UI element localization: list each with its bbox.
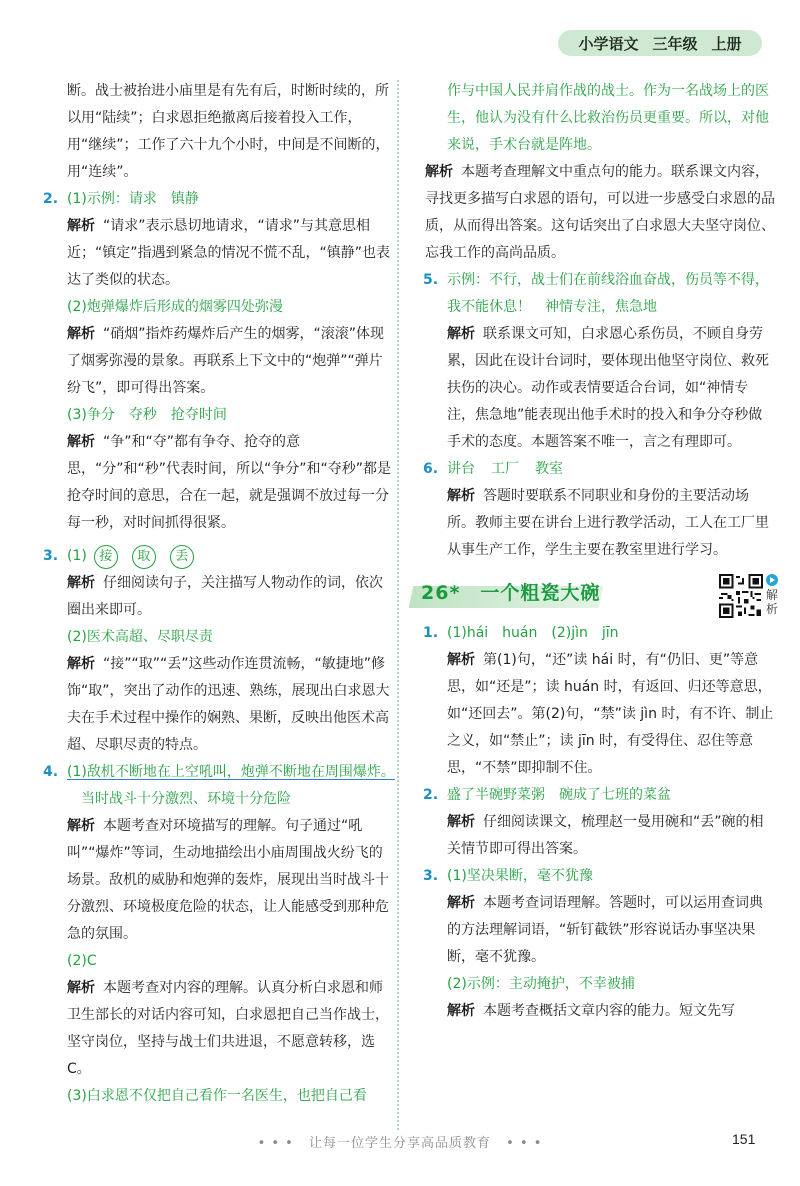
analysis-label: 解析	[67, 980, 95, 996]
analysis-text: 本题考查对内容的理解。认真分析白求恩和师卫生部长的对话内容可知，白求恩把自己当作战士，坚守岗位，坚持与战士们共进退，不愿意转移，选 C。	[67, 980, 389, 1077]
lesson-title: 26* 一个粗瓷大碗	[421, 582, 601, 604]
left-column	[45, 78, 395, 1110]
question-number: 1.	[423, 625, 439, 641]
answer-word: 教室	[535, 461, 563, 477]
footer-dots: • • •	[506, 1136, 543, 1151]
analysis-label: 解析	[425, 164, 453, 180]
right-column	[421, 78, 778, 1025]
question-number: 2.	[43, 191, 59, 207]
lesson26-question-2	[425, 782, 775, 863]
lesson26-question-3	[425, 863, 775, 1025]
column-divider	[397, 80, 399, 1130]
circled-char: 接	[94, 545, 118, 569]
analysis-label: 解析	[447, 814, 475, 830]
answer: (2)炮弹爆炸后形成的烟雾四处弥漫	[67, 299, 283, 315]
play-icon	[766, 574, 778, 586]
volume-label: 上册	[711, 34, 742, 53]
question-number: 2.	[423, 787, 439, 803]
question-3	[45, 543, 395, 759]
question-number: 4.	[43, 764, 59, 780]
grade-label: 三年级	[652, 34, 698, 53]
question-6	[425, 456, 775, 564]
qr-analysis-link[interactable]	[765, 574, 779, 616]
analysis-text: 仔细阅读课文，梳理赵一曼用碗和“丢”碗的相关情节即可得出答案。	[447, 814, 764, 857]
analysis-text: 第(1)句，“还”读 hái 时，有“仍旧、更”等意思，如“还是”；读 huán 时，有返回、归还等意思，如“还回去”。第(2)句，“禁”读 jìn 时，有不许、制止之义，如“禁止”；读 jīn 时，有受得住、忍住等意思，“不禁”即抑制不住。	[447, 652, 774, 776]
question-number: 6.	[423, 461, 439, 477]
analysis-text: 联系课文可知，白求恩心系伤员，不顾自身劳累，因此在设计台词时，要体现出他坚守岗位、救死扶伤的决心。动作或表情要适合台词，如“神情专注，焦急地”能表现出他手术时的投入和争分夺秒做手术的态度。本题答案不唯一，言之有理即可。	[447, 326, 769, 450]
circled-char: 丢	[170, 545, 194, 569]
analysis-text: 本题考查概括文章内容的能力。短文先写	[483, 1003, 735, 1019]
question-number: 5.	[423, 272, 439, 288]
analysis-text: 答题时要联系不同职业和身份的主要活动场所。教师主要在讲台上进行教学活动，工人在工厂里从事生产工作，学生主要在教室里进行学习。	[447, 488, 769, 558]
analysis-label: 解析	[67, 575, 95, 591]
analysis-label: 解析	[447, 326, 475, 342]
answer: (1)示例：请求 镇静	[67, 191, 199, 207]
question-number: 3.	[43, 548, 59, 564]
circled-char: 取	[132, 545, 156, 569]
analysis-text: 本题考查理解文中重点句的能力。联系课文内容，寻找更多描写白求恩的语句，可以进一步感受白求恩的品质，从而得出答案。这句话突出了白求恩大夫坚守岗位、忘我工作的高尚品质。	[425, 164, 775, 261]
answer: (1)坚决果断，毫不犹豫	[447, 868, 593, 884]
answer-word: 讲台	[447, 461, 475, 477]
qr-label: 解析	[765, 588, 778, 616]
footer-dots: • • •	[257, 1136, 294, 1151]
analysis-text: “硝烟”指炸药爆炸后产生的烟雾，“滚滚”体现了烟雾弥漫的景象。再联系上下文中的“炮弹”“弹片纷飞”，即可得出答案。	[67, 326, 385, 396]
analysis-text: 本题考查对环境描写的理解。句子通过“吼叫”“爆炸”等词，生动地描绘出小庙周围战火纷飞的场景。敌机的威胁和炮弹的轰炸，展现出当时战斗十分激烈、环境极度危险的状态，让人能感受到那种危急的氛围。	[67, 818, 389, 942]
analysis-label: 解析	[67, 434, 95, 450]
lesson-section-header	[421, 574, 778, 616]
answer	[67, 759, 395, 813]
analysis-text: “争”和“夺”都有争夺、抢夺的意思，“分”和“秒”代表时间，所以“争分”和“夺秒”都是抢夺时间的意思，合在一起，就是强调不放过每一分每一秒，对时间抓得很紧。	[67, 434, 392, 531]
footer-slogan: 让每一位学生分享高品质教育	[308, 1136, 491, 1151]
analysis-text: 仔细阅读句子，关注描写人物动作的词，依次圈出来即可。	[67, 575, 383, 618]
analysis-label: 解析	[67, 218, 95, 234]
analysis-text: “接”“取”“丢”这些动作连贯流畅，“敏捷地”修饰“取”，突出了动作的迅速、熟练，展现出白求恩大夫在手术过程中操作的娴熟、果断，反映出他医术高超、尽职尽责的特点。	[67, 656, 390, 753]
question-number: 3.	[423, 868, 439, 884]
page-number: 151	[732, 1131, 756, 1147]
analysis-text: “请求”表示恳切地请求，“请求”与其意思相近；“镇定”指遇到紧急的情况不慌不乱，“镇静”也表达了类似的状态。	[67, 218, 391, 288]
analysis-label: 解析	[447, 1003, 475, 1019]
analysis-text: 本题考查词语理解。答题时，可以运用查词典的方法理解词语，“斩钉截铁”形容说话办事坚决果断，毫不犹豫。	[447, 895, 763, 965]
subject-grade-badge	[558, 30, 762, 56]
answer: 示例：不行，战士们在前线浴血奋战，伤员等不得，我不能休息！ 神情专注，焦急地	[447, 272, 769, 315]
answer: (1)hái huán (2)jìn jīn	[447, 625, 619, 641]
paragraph-continued: 断。战士被抬进小庙里是有先有后，时断时续的，所以用“陆续”；白求恩拒绝撤离后接着投入工作，用“继续”；工作了六十九个小时，中间是不间断的，用“连续”。	[67, 83, 390, 180]
answer-part: 当时战斗十分激烈、环境十分危险	[81, 791, 291, 807]
answer: (2)C	[67, 953, 97, 969]
answer: (3)争分 夺秒 抢夺时间	[67, 407, 227, 423]
analysis-label: 解析	[67, 656, 95, 672]
analysis-label: 解析	[67, 818, 95, 834]
answer: 盛了半碗野菜粥 碗成了七班的菜盆	[447, 787, 671, 803]
lesson26-question-1	[425, 620, 775, 782]
answer: (2)示例：主动掩护，不幸被捕	[447, 976, 635, 992]
subject-label: 小学语文	[578, 34, 639, 53]
answer-continued: 作与中国人民并肩作战的战士。作为一名战场上的医生，他认为没有什么比救治伤员更重要。所以，对他来说，手术台就是阵地。	[447, 83, 769, 153]
question-4	[45, 759, 395, 1110]
qr-code-icon[interactable]	[719, 574, 763, 618]
analysis-label: 解析	[447, 895, 475, 911]
question-5	[425, 267, 775, 456]
answer	[447, 456, 775, 483]
answer: (3)白求恩不仅把自己看作一名医生，也把自己看	[67, 1088, 367, 1104]
answer-word: 工厂	[491, 461, 519, 477]
analysis-label: 解析	[447, 652, 475, 668]
answer-prefix: (1)	[67, 548, 87, 564]
page-footer	[0, 1132, 800, 1151]
underlined-sentence: (1)敌机不断地在上空吼叫，炮弹不断地在周围爆炸。	[67, 764, 395, 780]
question-2	[45, 186, 395, 537]
analysis-label: 解析	[447, 488, 475, 504]
answer: (2)医术高超、尽职尽责	[67, 629, 213, 645]
answer	[67, 543, 395, 570]
analysis-label: 解析	[67, 326, 95, 342]
